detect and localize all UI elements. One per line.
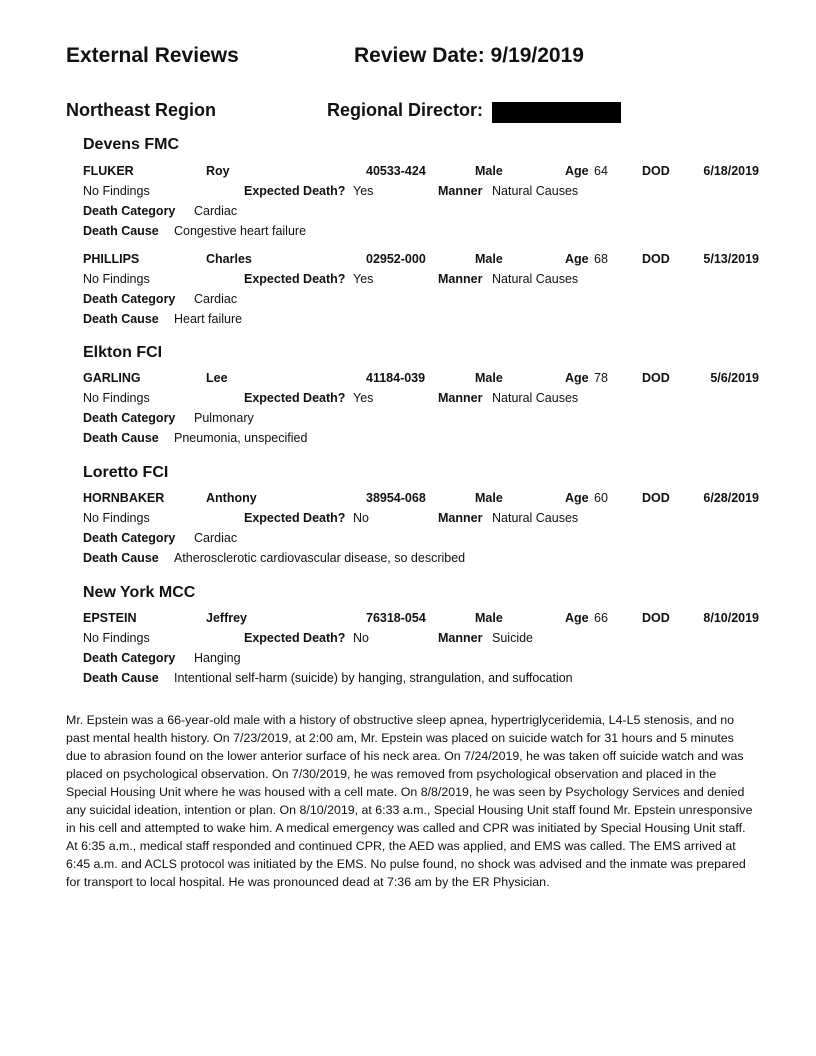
region-name: Northeast Region — [66, 100, 217, 120]
facility-heading: Devens FMC — [83, 136, 180, 153]
sex: Male — [475, 611, 503, 625]
expected-death-value: Yes — [353, 391, 374, 405]
death-category-label: Death Category — [83, 204, 176, 218]
age-value: 66 — [594, 611, 608, 625]
death-cause-value: Congestive heart failure — [174, 224, 307, 238]
case-narrative: Mr. Epstein was a 66-year-old male with a history of obstructive sleep apnea, hypertriglyceridemia, L4-L5 stenosis, and no past mental health history. On 7/23/2019, at 2:00 am, Mr. Epstein was placed on suicide watch for 31 hours and 5 minutes due to abrasion found on the lower anterior surface of his neck area. On 7/24/2019, he was taken off suicide watch and was placed on psychological observation. On 7/30/2019, he was removed from psychological observation and placed in the Special Housing Unit where he was housed with a cell mate. On 8/8/2019, he was seen by Psychology Services and denied any suicidal ideation, intention or plan. On 8/10/2019, at 6:33 a.m., Special Housing Unit staff found Mr. Epstein unresponsive in his cell and attempted to wake him. A medical emergency was called and CPR was initiated by Special Housing Unit staff. At 6:35 a.m., medical staff responded and continued CPR, the AED was applied, and EMS was called. The EMS arrived at 6:45 a.m. and ACLS protocol was initiated by the EMS. No pulse found, no shock was advised and the inmate was prepared for transport to local hospital. He was pronounced dead at 7:36 am by the ER Physician. — [66, 713, 753, 889]
manner-value: Natural Causes — [492, 272, 579, 286]
dod-value: 6/18/2019 — [703, 164, 759, 178]
death-cause-value: Atherosclerotic cardiovascular disease, so described — [174, 551, 466, 565]
death-category-value: Hanging — [194, 651, 241, 665]
death-category-value: Cardiac — [194, 531, 238, 545]
facility-heading: Elkton FCI — [83, 344, 163, 361]
death-category-value: Cardiac — [194, 204, 238, 218]
manner-label: Manner — [438, 184, 483, 198]
expected-death-label: Expected Death? — [244, 391, 346, 405]
dod-label: DOD — [642, 491, 670, 505]
death-category-label: Death Category — [83, 531, 176, 545]
age-label: Age — [565, 611, 589, 625]
death-category-value: Cardiac — [194, 292, 238, 306]
dod-label: DOD — [642, 611, 670, 625]
age-label: Age — [565, 252, 589, 266]
sex: Male — [475, 371, 503, 385]
death-cause-label: Death Cause — [83, 312, 159, 326]
age-label: Age — [565, 371, 589, 385]
manner-label: Manner — [438, 391, 483, 405]
manner-label: Manner — [438, 631, 483, 645]
dod-label: DOD — [642, 371, 670, 385]
register-number: 40533-424 — [366, 164, 426, 178]
death-category-label: Death Category — [83, 411, 176, 425]
facility-heading: Loretto FCI — [83, 464, 169, 481]
age-label: Age — [565, 164, 589, 178]
age-value: 64 — [594, 164, 608, 178]
expected-death-label: Expected Death? — [244, 184, 346, 198]
expected-death-label: Expected Death? — [244, 511, 346, 525]
dod-value: 5/6/2019 — [710, 371, 759, 385]
death-cause-label: Death Cause — [83, 671, 159, 685]
findings: No Findings — [83, 272, 150, 286]
last-name: GARLING — [83, 371, 141, 385]
redacted-director-name — [492, 102, 621, 123]
death-cause-label: Death Cause — [83, 551, 159, 565]
manner-value: Natural Causes — [492, 391, 579, 405]
death-record — [0, 611, 816, 691]
dod-value: 8/10/2019 — [703, 611, 759, 625]
sex: Male — [475, 252, 503, 266]
death-cause-label: Death Cause — [83, 431, 159, 445]
register-number: 76318-054 — [366, 611, 426, 625]
review-date: Review Date: 9/19/2019 — [354, 44, 584, 67]
death-cause-value: Heart failure — [174, 312, 243, 326]
dod-value: 5/13/2019 — [703, 252, 759, 266]
first-name: Jeffrey — [206, 611, 247, 625]
findings: No Findings — [83, 511, 150, 525]
death-record — [0, 491, 816, 571]
manner-value: Natural Causes — [492, 511, 579, 525]
expected-death-value: Yes — [353, 272, 374, 286]
last-name: PHILLIPS — [83, 252, 140, 266]
manner-value: Suicide — [492, 631, 533, 645]
death-category-value: Pulmonary — [194, 411, 254, 425]
first-name: Lee — [206, 371, 228, 385]
dod-label: DOD — [642, 252, 670, 266]
findings: No Findings — [83, 631, 150, 645]
death-category-label: Death Category — [83, 651, 176, 665]
first-name: Charles — [206, 252, 252, 266]
last-name: HORNBAKER — [83, 491, 165, 505]
manner-label: Manner — [438, 272, 483, 286]
expected-death-label: Expected Death? — [244, 631, 346, 645]
sex: Male — [475, 164, 503, 178]
death-category-label: Death Category — [83, 292, 176, 306]
register-number: 38954-068 — [366, 491, 426, 505]
sex: Male — [475, 491, 503, 505]
death-record — [0, 371, 816, 451]
register-number: 41184-039 — [366, 371, 426, 385]
findings: No Findings — [83, 391, 150, 405]
death-record — [0, 252, 816, 332]
page-title: External Reviews — [66, 44, 239, 67]
death-record — [0, 164, 816, 244]
dod-value: 6/28/2019 — [703, 491, 759, 505]
age-value: 68 — [594, 252, 608, 266]
facility-heading: New York MCC — [83, 584, 196, 601]
manner-value: Natural Causes — [492, 184, 579, 198]
expected-death-value: No — [353, 631, 369, 645]
last-name: FLUKER — [83, 164, 134, 178]
findings: No Findings — [83, 184, 150, 198]
first-name: Anthony — [206, 491, 257, 505]
expected-death-value: No — [353, 511, 369, 525]
age-value: 60 — [594, 491, 608, 505]
death-cause-label: Death Cause — [83, 224, 159, 238]
regional-director-label: Regional Director: — [327, 100, 484, 120]
expected-death-value: Yes — [353, 184, 374, 198]
expected-death-label: Expected Death? — [244, 272, 346, 286]
death-cause-value: Pneumonia, unspecified — [174, 431, 308, 445]
age-value: 78 — [594, 371, 608, 385]
first-name: Roy — [206, 164, 230, 178]
dod-label: DOD — [642, 164, 670, 178]
register-number: 02952-000 — [366, 252, 426, 266]
death-cause-value: Intentional self-harm (suicide) by hanging, strangulation, and suffocation — [174, 671, 573, 685]
manner-label: Manner — [438, 511, 483, 525]
age-label: Age — [565, 491, 589, 505]
last-name: EPSTEIN — [83, 611, 137, 625]
